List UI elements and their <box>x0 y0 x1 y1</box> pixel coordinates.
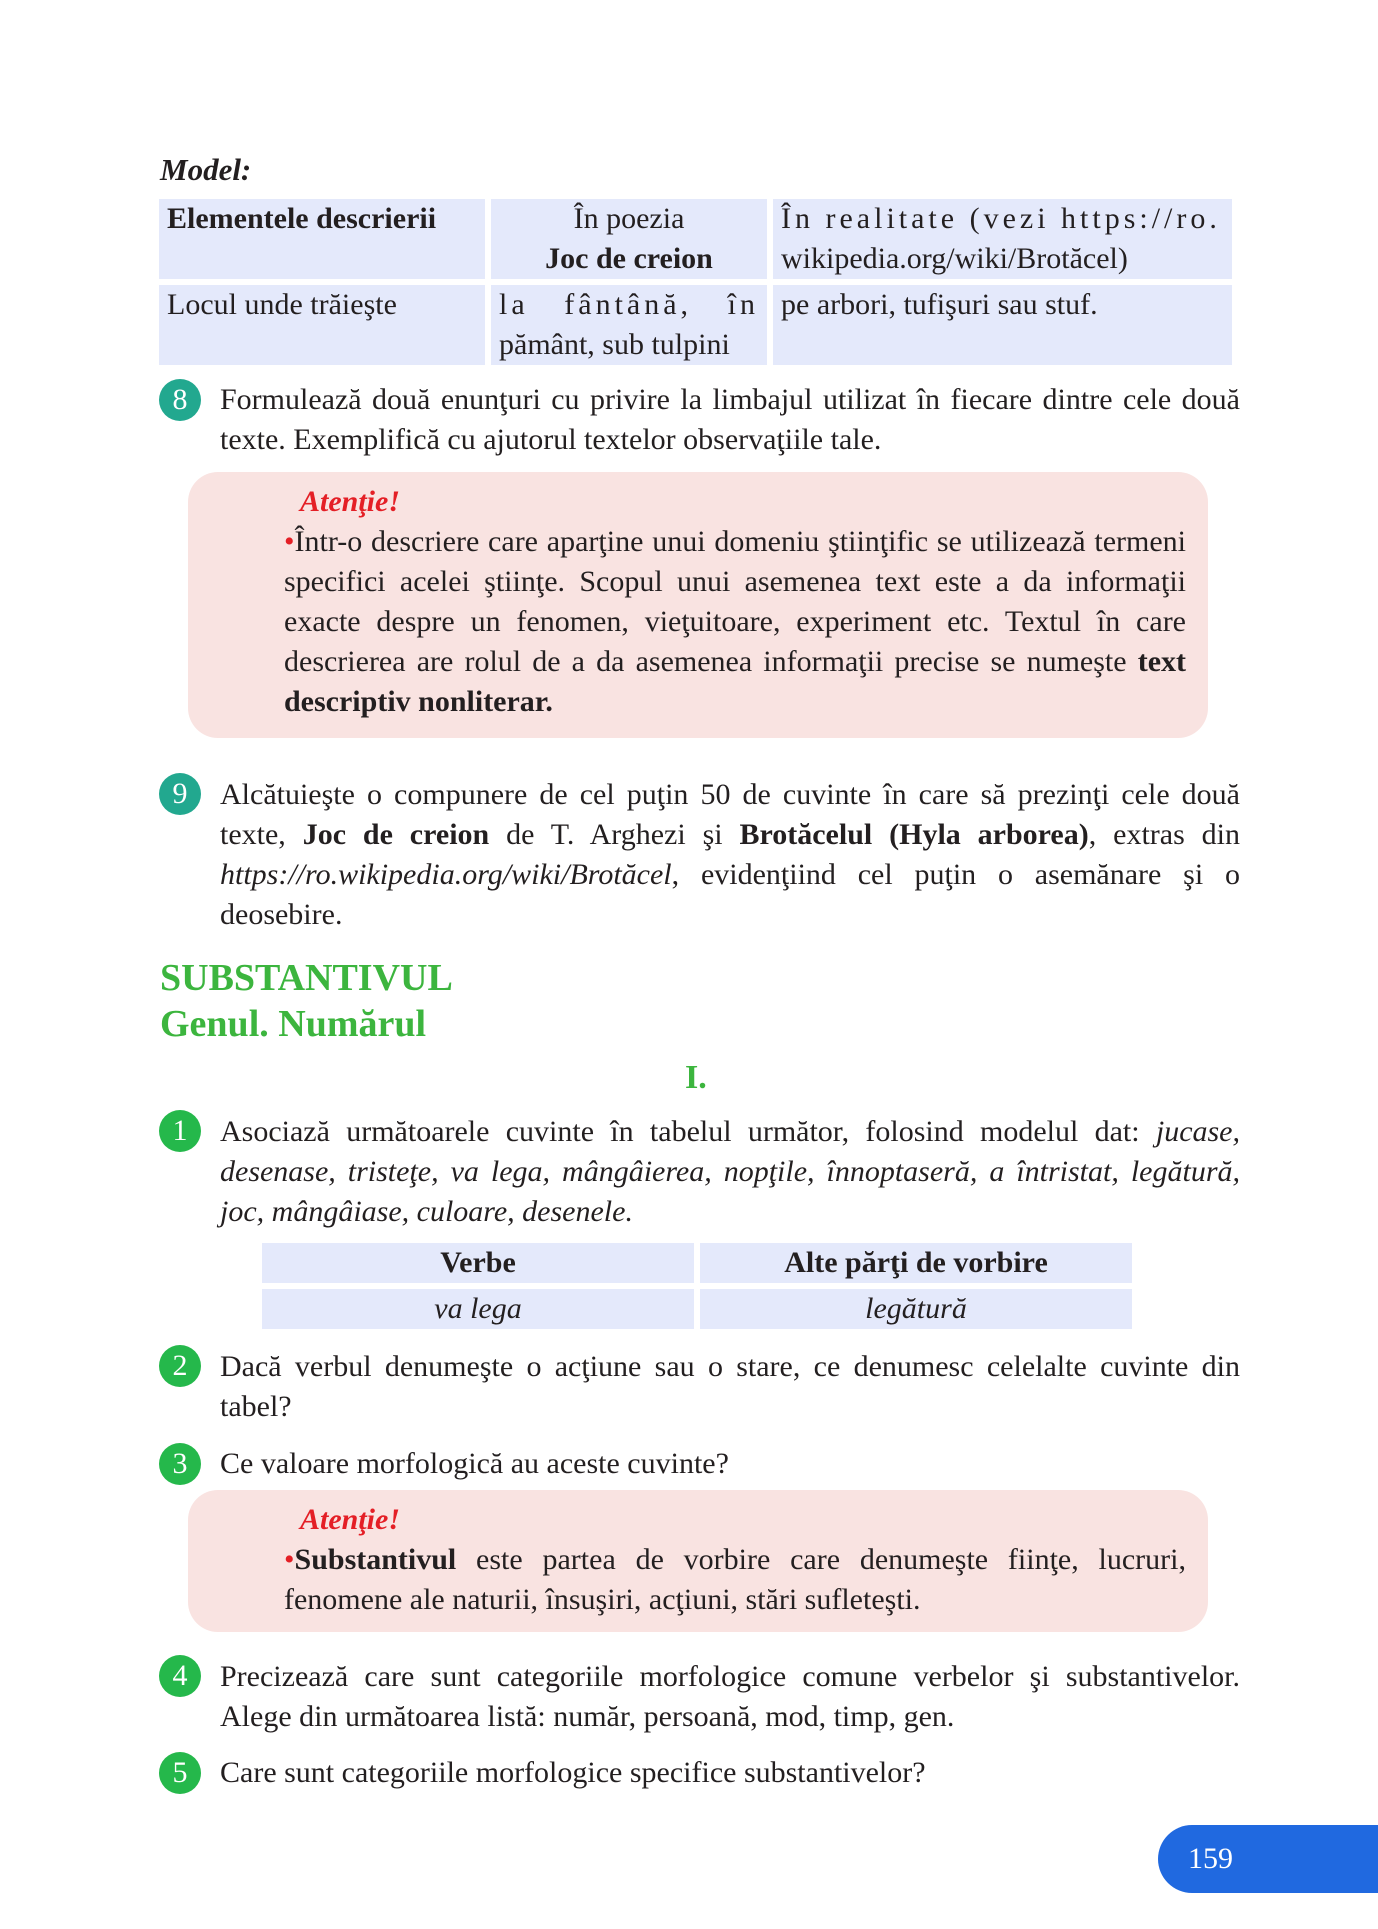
table-cell: Locul unde trăieşte <box>159 285 485 365</box>
bullet-icon: • <box>284 1543 295 1576</box>
table-cell <box>491 199 767 279</box>
exercise-3-text: Ce valoare morfologică au aceste cuvinte? <box>220 1447 729 1480</box>
section-heading: SUBSTANTIVUL <box>160 957 453 999</box>
section-subheading: Genul. Numărul <box>160 1003 427 1045</box>
table-cell: Verbe <box>262 1243 694 1283</box>
exercise-number-badge: 3 <box>159 1443 201 1485</box>
cell-line: la fântână, în <box>499 288 759 321</box>
table-header-row <box>262 1243 1132 1283</box>
source-url: https://ro.wikipedia.org/wiki/Brotăcel <box>220 858 672 891</box>
attention-title: Atenţie! <box>300 485 401 518</box>
attention-text <box>284 1540 1186 1620</box>
table-cell: Alte părţi de vorbire <box>700 1243 1132 1283</box>
attention-box <box>188 1490 1208 1632</box>
page-number: 159 <box>1188 1842 1233 1875</box>
page-number-box <box>1158 1825 1378 1893</box>
attention-keyword: Substantivul <box>294 1543 457 1576</box>
poem-title: Joc de creion <box>545 242 713 275</box>
exercise-9-text <box>220 775 1240 935</box>
model-table <box>153 193 1238 371</box>
table-cell: pe arbori, tufişuri sau stuf. <box>773 285 1232 365</box>
exercise-4-text: Precizează care sunt categoriile morfologice comune verbelor şi substantivelor. Alege din următoarea listă: număr, persoană, mod, timp, gen. <box>220 1660 1240 1733</box>
exercise-number-badge: 1 <box>159 1110 201 1152</box>
text-run: , evidenţiind cel puţin o asemănare şi o deosebire. <box>220 858 1240 931</box>
text-run: Asociază următoarele cuvinte în tabelul următor, folosind modelul dat: <box>220 1115 1156 1148</box>
attention-body: Într-o descriere care aparţine unui domeniu ştiinţific se utilizează termeni specifici acelei ştiinţe. Scopul unui asemenea text este a da informaţii exacte despre un fenomen, vieţuitoare, experiment etc. Textul în care descrierea are rolul de a da asemenea informaţii precise se numeşte <box>284 525 1186 678</box>
table-cell <box>773 199 1232 279</box>
bullet-icon: • <box>284 525 295 558</box>
table-row <box>159 285 1232 365</box>
table-row <box>262 1289 1132 1329</box>
exercise-number-badge: 2 <box>159 1345 201 1387</box>
exercise-number-badge: 9 <box>159 773 201 815</box>
table-cell: legătură <box>700 1289 1132 1329</box>
attention-body: este partea de vorbire care denumeşte fiinţe, lucruri, fenomene ale naturii, însuşiri, acţiuni, stări sufleteşti. <box>284 1543 1186 1616</box>
exercise-5-text: Care sunt categoriile morfologice specifice substantivelor? <box>220 1756 926 1789</box>
exercise-8-text: Formulează două enunţuri cu privire la limbajul utilizat în fiecare dintre cele două texte. Exemplifică cu ajutorul textelor observaţiile tale. <box>220 383 1240 456</box>
text-bold: Joc de creion <box>302 818 490 851</box>
exercise-number-badge: 4 <box>159 1655 201 1697</box>
exercise-number-badge: 5 <box>159 1752 201 1794</box>
table-header-row <box>159 199 1232 279</box>
cell-line: În realitate (vezi https://ro. <box>781 202 1221 235</box>
table-cell: Elementele descrierii <box>159 199 485 279</box>
cell-line: wikipedia.org/wiki/Brotăcel) <box>781 242 1128 275</box>
attention-keyword: text descriptiv nonliterar. <box>284 645 1186 718</box>
text-bold: Brotăcelul (Hyla arborea) <box>739 818 1089 851</box>
exercise-2-text: Dacă verbul denumeşte o acţiune sau o stare, ce denumesc celelalte cuvinte din tabel? <box>220 1350 1240 1423</box>
section-number: I. <box>685 1059 707 1096</box>
table-cell: va lega <box>262 1289 694 1329</box>
text-run: Alcătuieşte o compunere de cel puţin 50 de cuvinte în care să prezinţi cele două texte, <box>220 778 1240 851</box>
cell-line: În poezia <box>573 202 685 235</box>
attention-text <box>284 522 1186 722</box>
exercise-number-badge: 8 <box>159 379 201 421</box>
exercise-1-text <box>220 1112 1240 1232</box>
cell-line: pământ, sub tulpini <box>499 328 730 361</box>
attention-box <box>188 472 1208 738</box>
text-run: , extras din <box>1088 818 1240 851</box>
verb-table <box>256 1237 1138 1335</box>
table-cell <box>491 285 767 365</box>
text-run: de T. Arghezi şi <box>489 818 740 851</box>
attention-title: Atenţie! <box>300 1503 401 1536</box>
word-list: jucase, desenase, tristeţe, va lega, mângâierea, nopţile, înnoptaseră, a întristat, legătură, joc, mângâiase, culoare, desenele. <box>220 1115 1240 1228</box>
model-label: Model: <box>160 152 252 187</box>
